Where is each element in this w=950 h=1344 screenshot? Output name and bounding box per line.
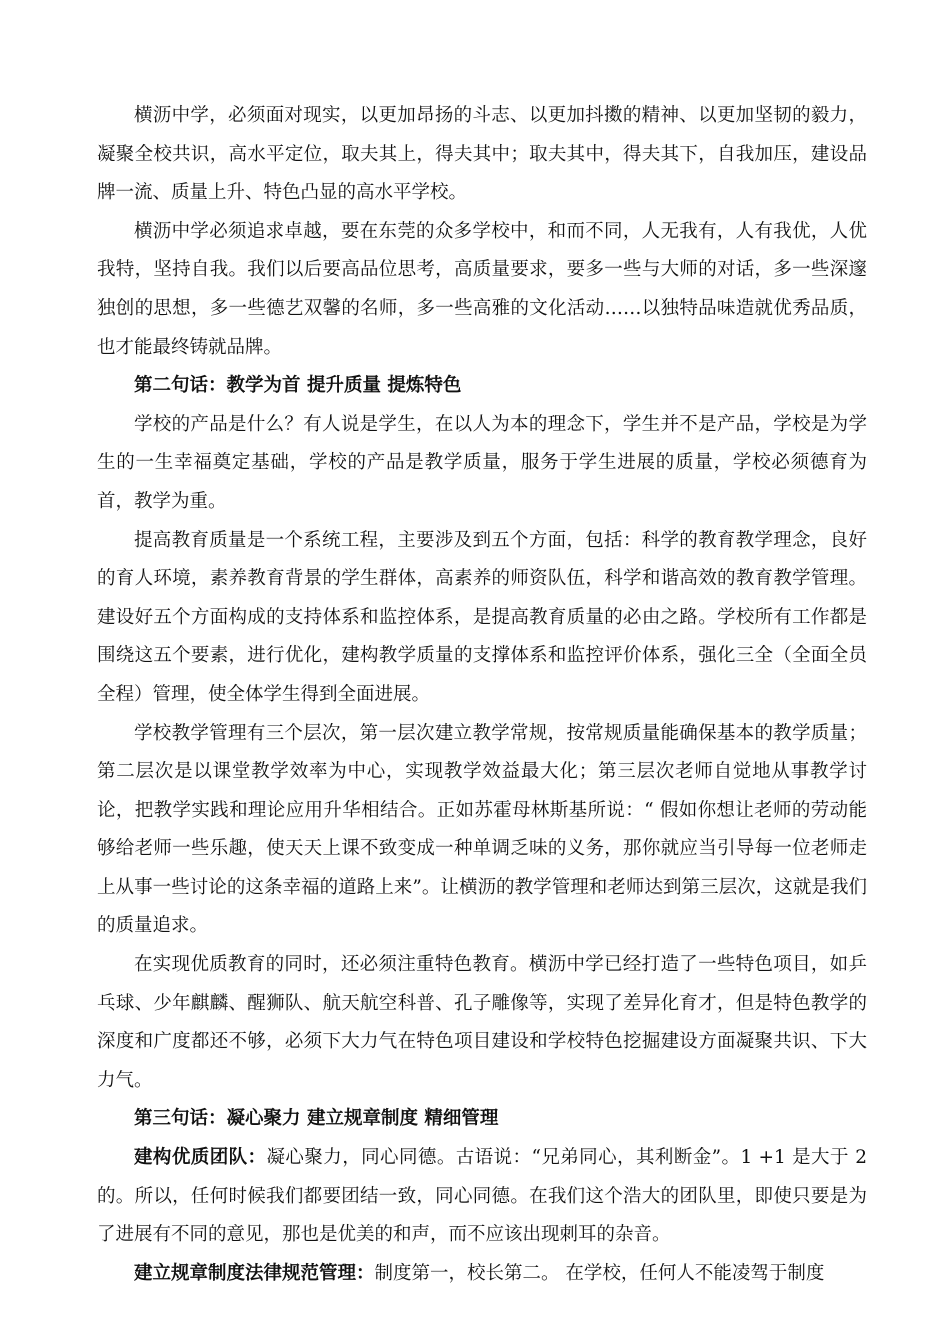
paragraph: 横沥中学必须追求卓越，要在东莞的众多学校中，和而不同，人无我有，人有我优，人优我特，坚持自我。我们以后要高品位思考，高质量要求，要多一些与大师的对话，多一些深邃独创的思想，多一些德艺双馨的名师，多一些高雅的文化活动……以独特品味造就优秀品质，也才能最终铸就品牌。 <box>97 220 867 358</box>
team-paragraph <box>97 1139 867 1255</box>
team-paragraph-lead: 建构优质团队： <box>134 1147 267 1169</box>
team-paragraph-text: 凝心聚力，同心同德。古语说：“兄弟同心，其利断金”。1 +1 是大于 2 的。所以，任何时候我们都要团结一致，同心同德。在我们这个浩大的团队里，即使只要是为了进展有不同的意见，那也是优美的和声，而不应该出现刺耳的杂音。 <box>97 1147 867 1246</box>
paragraph: 学校的产品是什么？有人说是学生，在以人为本的理念下，学生并不是产品，学校是为学生的一生幸福奠定基础，学校的产品是教学质量，服务于学生进展的质量，学校必须德育为首，教学为重。 <box>97 413 867 512</box>
paragraph: 横沥中学，必须面对现实，以更加昂扬的斗志、以更加抖擞的精神、以更加坚韧的毅力，凝聚全校共识，高水平定位，取夫其上，得夫其中；取夫其中，得夫其下，自我加压，建设品牌一流、质量上升、特色凸显的高水平学校。 <box>97 105 867 204</box>
paragraph: 学校教学管理有三个层次，第一层次建立教学常规，按常规质量能确保基本的教学质量；第二层次是以课堂教学效率为中心，实现教学效益最大化；第三层次老师自觉地从事教学讨论，把教学实践和理论应用升华相结合。正如苏霍母林斯基所说：“ 假如你想让老师的劳动能够给老师一些乐趣，使天天上课不致变成一种单调乏味的义务，那你就应当引导每一位老师走上从事一些讨论的这条幸福的道路上来”。让横沥的教学管理和老师达到第三层次，这就是我们的质量追求。 <box>97 722 867 937</box>
paragraph: 在实现优质教育的同时，还必须注重特色教育。横沥中学已经打造了一些特色项目，如乒乓球、少年麒麟、醒狮队、航天航空科普、孔子雕像等，实现了差异化育才，但是特色教学的深度和广度都还不够，必须下大力气在特色项目建设和学校特色挖掘建设方面凝聚共识、下大力气。 <box>97 954 867 1091</box>
section-heading-2: 第二句话：教学为首 提升质量 提炼特色 <box>134 375 462 397</box>
paragraph: 提高教育质量是一个系统工程，主要涉及到五个方面，包括：科学的教育教学理念，良好的育人环境，素养教育背景的学生群体，高素养的师资队伍，科学和谐高效的教育教学管理。建设好五个方面构成的支持体系和监控体系，是提高教育质量的必由之路。学校所有工作都是围绕这五个要素，进行优化，建构教学质量的支撑体系和监控评价体系，强化三全（全面全员全程）管理，使全体学生得到全面进展。 <box>97 529 867 705</box>
document-body <box>97 97 867 1293</box>
rules-paragraph-lead: 建立规章制度法律规范管理： <box>134 1262 375 1284</box>
section-heading-3: 第三句话：凝心聚力 建立规章制度 精细管理 <box>134 1108 499 1130</box>
rules-paragraph-text: 制度第一，校长第二。 在学校，任何人不能凌驾于制度 <box>374 1262 825 1284</box>
rules-paragraph <box>97 1255 867 1294</box>
